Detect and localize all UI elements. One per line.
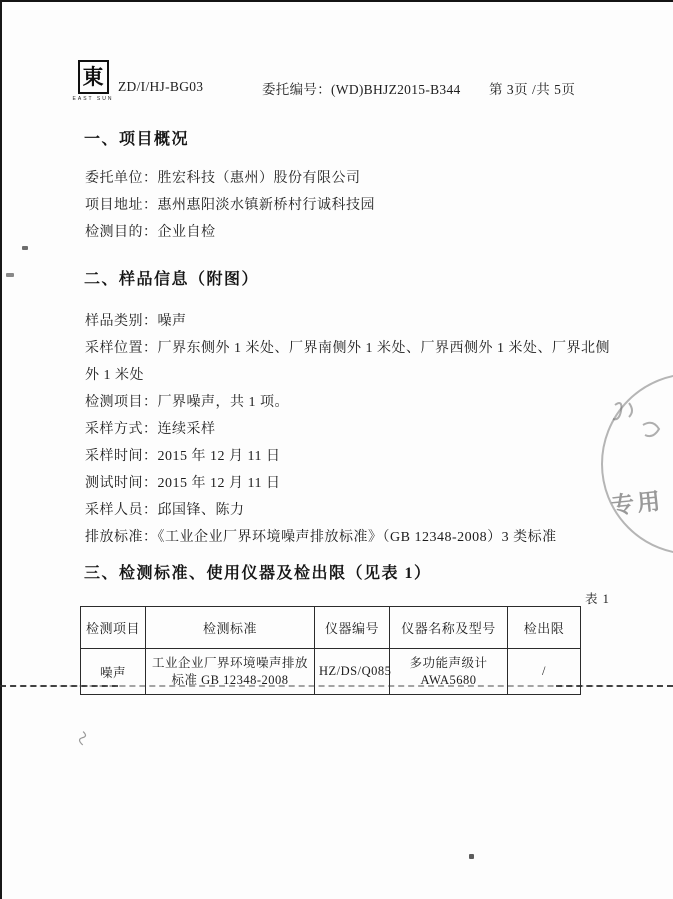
field-value: 2015 年 12 月 11 日 <box>157 449 281 464</box>
field-row-sampling-date <box>85 443 612 470</box>
field-row-sample-type <box>85 308 612 335</box>
field-label: 测试时间： <box>85 476 158 491</box>
logo-mark-icon <box>78 60 109 94</box>
field-value: 惠州惠阳淡水镇新桥村行诚科技园 <box>157 198 375 213</box>
col-header-instrument-no: 仪器编号 <box>315 607 390 649</box>
scan-fold-line-right <box>556 685 673 687</box>
cell-instrument-no: HZ/DS/Q085 <box>315 649 390 695</box>
scan-edge-top <box>0 0 673 2</box>
field-row-client <box>85 165 612 192</box>
section2-title: 二、样品信息（附图） <box>84 271 260 288</box>
col-header-detection-limit: 检出限 <box>508 607 581 649</box>
col-header-instrument-name: 仪器名称及型号 <box>390 607 508 649</box>
section1-fields <box>85 165 612 246</box>
instrument-model: AWA5680 <box>420 672 477 687</box>
field-row-test-date <box>85 470 612 497</box>
seal-stroke-marks <box>609 397 669 443</box>
section3-title: 三、检测标准、使用仪器及检出限（见表 1） <box>84 565 432 582</box>
field-label: 检测目的： <box>85 225 158 240</box>
field-label: 采样人员： <box>85 503 158 518</box>
page-indicator: 第 3页 /共 5页 <box>489 82 576 97</box>
section1-title: 一、项目概况 <box>84 131 190 148</box>
cell-test-item: 噪声 <box>81 649 146 695</box>
field-label: 排放标准： <box>85 530 158 545</box>
smudge-stroke <box>74 728 96 750</box>
field-row-purpose <box>85 219 612 246</box>
commission-number <box>262 78 461 98</box>
instrument-table <box>80 606 581 695</box>
east-sun-logo <box>71 60 115 102</box>
scan-speck <box>22 246 28 250</box>
document-code: ZD/I/HJ-BG03 <box>118 79 204 94</box>
field-value: 厂界东侧外 1 米处、厂界南侧外 1 米处、厂界西侧外 1 米处、厂界北侧外 1 米处 <box>85 341 610 383</box>
logo-caption: EAST SUN <box>72 96 114 102</box>
field-label: 检测项目： <box>85 395 158 410</box>
scan-speck <box>6 273 14 277</box>
commission-number-value: (WD)BHJZ2015-B344 <box>331 82 461 97</box>
col-header-test-item: 检测项目 <box>81 607 146 649</box>
field-value: 噪声 <box>157 314 187 329</box>
cell-instrument-name <box>390 649 508 695</box>
field-value: 企业自检 <box>157 225 216 240</box>
scan-fold-line-left <box>0 685 118 687</box>
field-label: 样品类别： <box>85 314 158 329</box>
table-row-noise <box>81 649 581 695</box>
scan-edge-left <box>0 0 2 899</box>
cell-test-standard: 工业企业厂界环境噪声排放标准 GB 12348-2008 <box>146 649 315 695</box>
scan-smudge <box>72 728 95 752</box>
field-row-test-item <box>85 389 612 416</box>
table-header-row <box>81 607 581 649</box>
col-header-test-standard: 检测标准 <box>146 607 315 649</box>
scan-speck <box>469 854 474 859</box>
field-value: 邱国锋、陈力 <box>157 503 245 518</box>
section2-fields <box>85 308 612 551</box>
seal-strokes <box>609 397 669 448</box>
field-value: 《工业企业厂界环境噪声排放标准》（GB 12348-2008）3 类标准 <box>157 530 557 545</box>
field-label: 采样方式： <box>85 422 158 437</box>
field-row-sampling-location <box>85 335 612 389</box>
logo-character: 東 <box>82 64 104 89</box>
field-value: 2015 年 12 月 11 日 <box>157 476 281 491</box>
field-label: 采样位置： <box>85 341 158 356</box>
field-row-emission-standard <box>85 524 612 551</box>
cell-detection-limit: / <box>508 649 581 695</box>
field-row-address <box>85 192 612 219</box>
field-label: 委托单位： <box>85 171 158 186</box>
seal-text: 专用 <box>610 488 665 519</box>
field-label: 项目地址： <box>85 198 158 213</box>
field-row-sampling-personnel <box>85 497 612 524</box>
field-value: 厂界噪声，共 1 项。 <box>157 395 289 410</box>
instrument-name: 多功能声级计 <box>409 655 488 670</box>
commission-number-label: 委托编号： <box>262 82 331 97</box>
table-caption: 表 1 <box>585 592 610 606</box>
field-value: 连续采样 <box>157 422 216 437</box>
field-value: 胜宏科技（惠州）股份有限公司 <box>157 171 361 186</box>
field-row-sampling-method <box>85 416 612 443</box>
field-label: 采样时间： <box>85 449 158 464</box>
